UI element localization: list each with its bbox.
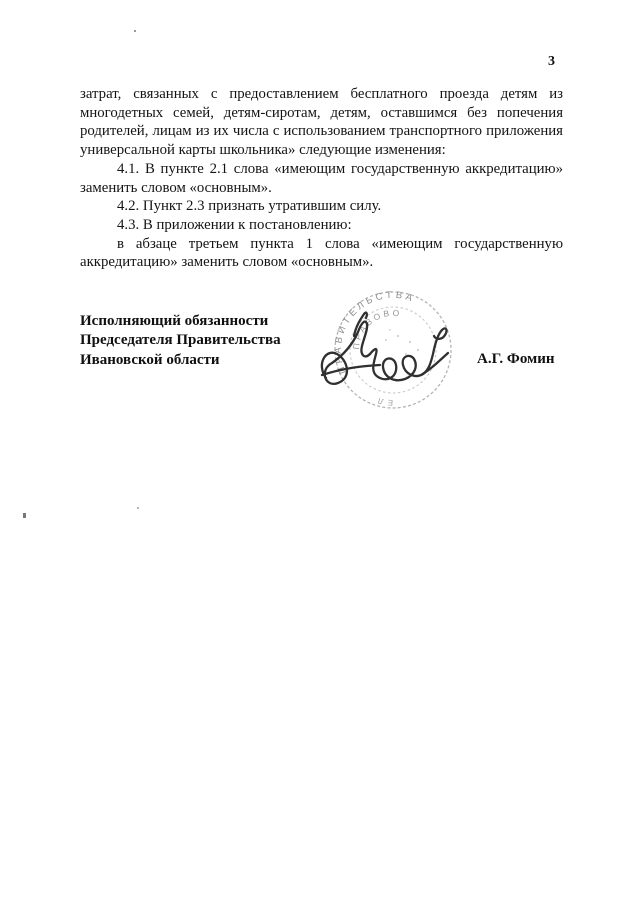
page-number: 3	[548, 54, 555, 69]
official-stamp	[318, 280, 468, 420]
paragraph: в абзаце третьем пункта 1 слова «имеющим государственную аккредитацию» заменить словом «основным».	[80, 235, 563, 271]
signatory-title-line: Председателя Правительства	[80, 332, 281, 349]
paragraph: 4.2. Пункт 2.3 признать утратившим силу.	[117, 198, 382, 215]
signatory-title-line: Ивановской области	[80, 351, 220, 368]
document-body	[80, 85, 563, 272]
stamp-inner-text: ПРАВОВО	[350, 307, 403, 350]
svg-text:ЕЛ	[373, 395, 393, 407]
paragraph: затрат, связанных с предоставлением бесплатного проезда детям из многодетных семей, детям-сиротам, детям, оставшимся без попечения родителей, лицам из их числа с использованием транспортного приложения универсальной карты школьника» следующие изменения:	[80, 86, 563, 159]
scan-artifact	[23, 513, 26, 518]
scan-artifact	[137, 507, 139, 509]
stamp-noise-dots	[385, 329, 419, 355]
signatory-title	[80, 312, 281, 370]
signatory-title-line: Исполняющий обязанности	[80, 313, 269, 329]
paragraph: 4.1. В пункте 2.1 слова «имеющим государственную аккредитацию» заменить словом «основным».	[80, 160, 563, 196]
signatory-name: А.Г. Фомин	[477, 351, 555, 367]
stamp-outer-text: ПРАВИТЕЛЬСТВА	[332, 289, 417, 376]
stamp-bottom-text: ЕЛ	[373, 394, 394, 408]
paragraph: 4.3. В приложении к постановлению:	[117, 216, 352, 233]
scan-artifact	[134, 30, 136, 32]
